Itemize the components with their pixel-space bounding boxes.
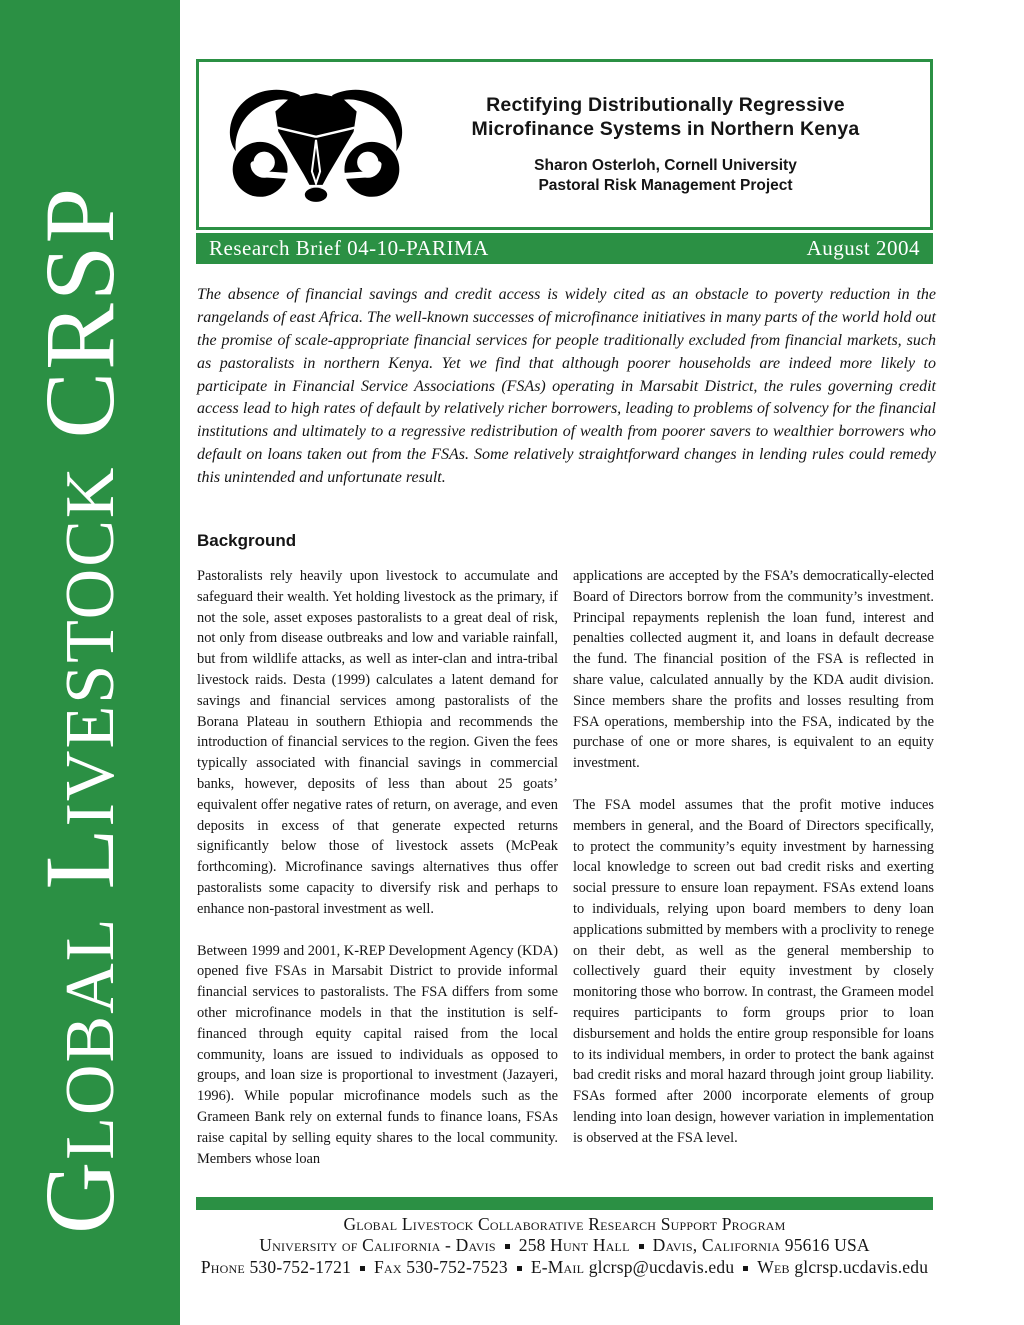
footer-fax: Fax 530-752-7523	[374, 1256, 508, 1277]
author-line1: Sharon Osterloh, Cornell University	[534, 157, 797, 174]
footer-web: glcrsp.ucdavis.edu	[794, 1256, 929, 1277]
bullet-square-icon	[743, 1266, 748, 1271]
author-line2: Pastoral Risk Management Project	[538, 177, 793, 194]
author-block	[419, 156, 912, 196]
footer-university: University of California - Davis	[259, 1235, 496, 1256]
footer-address: 258 Hunt Hall	[518, 1235, 630, 1256]
footer-divider-bar	[196, 1197, 933, 1210]
body-paragraph: Pastoralists rely heavily upon livestock to accumulate and safeguard their wealth. Yet holding livestock as the primary, if not the sole, asset exposes pastoralists to a great deal of risk, not only from disease outbreaks and low and variable rainfall, but from wildlife attacks, as well as inter-clan and intra-tribal livestock raids. Desta (1999) calculates a latent demand for savings and financial services among pastoralists of the Borana Plateau in southern Ethiopia and recommends the introduction of financial services to the region. Given the fees typically associated with financial savings in commercial banks, however, deposits of less than about 25 goats’ equivalent offer negative rates of return, on average, and even deposits in excess of that generate expected returns significantly below those of livestock assets (McPeak forthcoming). Microfinance savings alternatives thus offer pastoralists some capacity to diversify risk and perhaps to enhance non-pastoral investment as well.	[197, 568, 558, 917]
footer-phone: Phone 530-752-1721	[200, 1256, 352, 1277]
ram-head-logo-icon	[213, 83, 419, 209]
section-heading-background: Background	[197, 531, 297, 550]
footer-web-label: Web	[757, 1256, 790, 1277]
footer	[146, 1214, 983, 1278]
footer-city: Davis, California 95616 USA	[652, 1235, 870, 1256]
left-column	[197, 566, 558, 1198]
footer-email: glcrsp@ucdavis.edu	[588, 1256, 735, 1277]
bullet-square-icon	[505, 1244, 510, 1249]
body-paragraph: Between 1999 and 2001, K-REP Development Agency (KDA) opened five FSAs in Marsabit District to provide informal financial services to pastoralists. The FSA differs from some other microfinance models in that the institution is self-financed through equity capital raised from the local community, loans are issued to individuals as opposed to groups, and loan size is proportional to investment (Jazayeri, 1996). While popular microfinance models such as the Grameen Bank rely on external funds to finance loans, FSAs raise capital by selling equity shares to the local community. Members whose loan	[197, 942, 558, 1167]
sidebar-vertical-wordmark: Global Livestock CRSP	[24, 185, 135, 1234]
bullet-square-icon	[360, 1266, 365, 1271]
sidebar	[0, 0, 180, 1325]
footer-line1: Global Livestock Collaborative Research Support Program	[343, 1214, 786, 1234]
right-column	[573, 566, 934, 1198]
page-title-line1: Rectifying Distributionally Regressive	[486, 94, 845, 116]
bullet-square-icon	[639, 1244, 644, 1249]
header-title-block	[419, 93, 930, 196]
footer-line2	[146, 1235, 983, 1256]
brief-bar	[196, 233, 933, 264]
footer-email-label: E-Mail	[530, 1256, 585, 1277]
header-box	[196, 59, 933, 230]
body-paragraph: The FSA model assumes that the profit motive induces members in general, and the Board of Directors specifically, to protect the community’s equity investment by harnessing local knowledge to screen out bad credit risks and exerting social pressure to ensure loan repayment. FSAs extend loans to individuals, relying upon board members to deny loan applications submitted by members with a proclivity to renege on their debt, as well as the general membership to collectively guard their equity investment by closely monitoring those who borrow. In contrast, the Grameen model requires participants to form groups prior to loan disbursement and holds the entire group responsible for loans to its individual members, in order to protect the bank against bad credit risks and moral hazard through joint group liability. FSAs formed after 2000 incorporate elements of group lending into loan design, however variation in implementation is observed at the FSA level.	[573, 796, 934, 1146]
body-paragraph: applications are accepted by the FSA’s democratically-elected Board of Directors borrow from the community’s investment. Principal repayments replenish the loan fund, interest and penalties collected augment it, and loans in default decrease the fund. The financial position of the FSA is reflected in share value, calculated annually by the KDA audit division. Since members share the profits and losses resulting from FSA operations, membership into the FSA, indicated by the purchase of one or more shares, is equivalent to an equity investment.	[573, 568, 934, 772]
brief-label: Research Brief 04-10-PARIMA	[209, 236, 489, 260]
bullet-square-icon	[517, 1266, 522, 1271]
brief-date: August 2004	[806, 236, 920, 260]
footer-line3	[146, 1257, 983, 1278]
abstract-text: The absence of financial savings and credit access is widely cited as an obstacle to poverty reduction in the rangelands of east Africa. The well-known successes of microfinance initiatives in many parts of the world hold out the promise of scale-appropriate financial services for people traditionally excluded from financial markets, such as pastoralists in northern Kenya. Yet we find that although poorer households are indeed more likely to participate in Financial Service Associations (FSAs) operating in Marsabit District, the rules governing credit access lead to high rates of default by relatively richer borrowers, leading to problems of solvency for the financial institutions and ultimately to a regressive redistribution of wealth from poorer savers to wealthier borrowers who default on loans taken out from the FSAs. Some relatively straightforward changes in lending rules could remedy this unintended and unfortunate result.	[197, 286, 936, 486]
body-columns	[197, 566, 934, 1198]
page-title-line2: Microfinance Systems in Northern Kenya	[471, 118, 860, 140]
